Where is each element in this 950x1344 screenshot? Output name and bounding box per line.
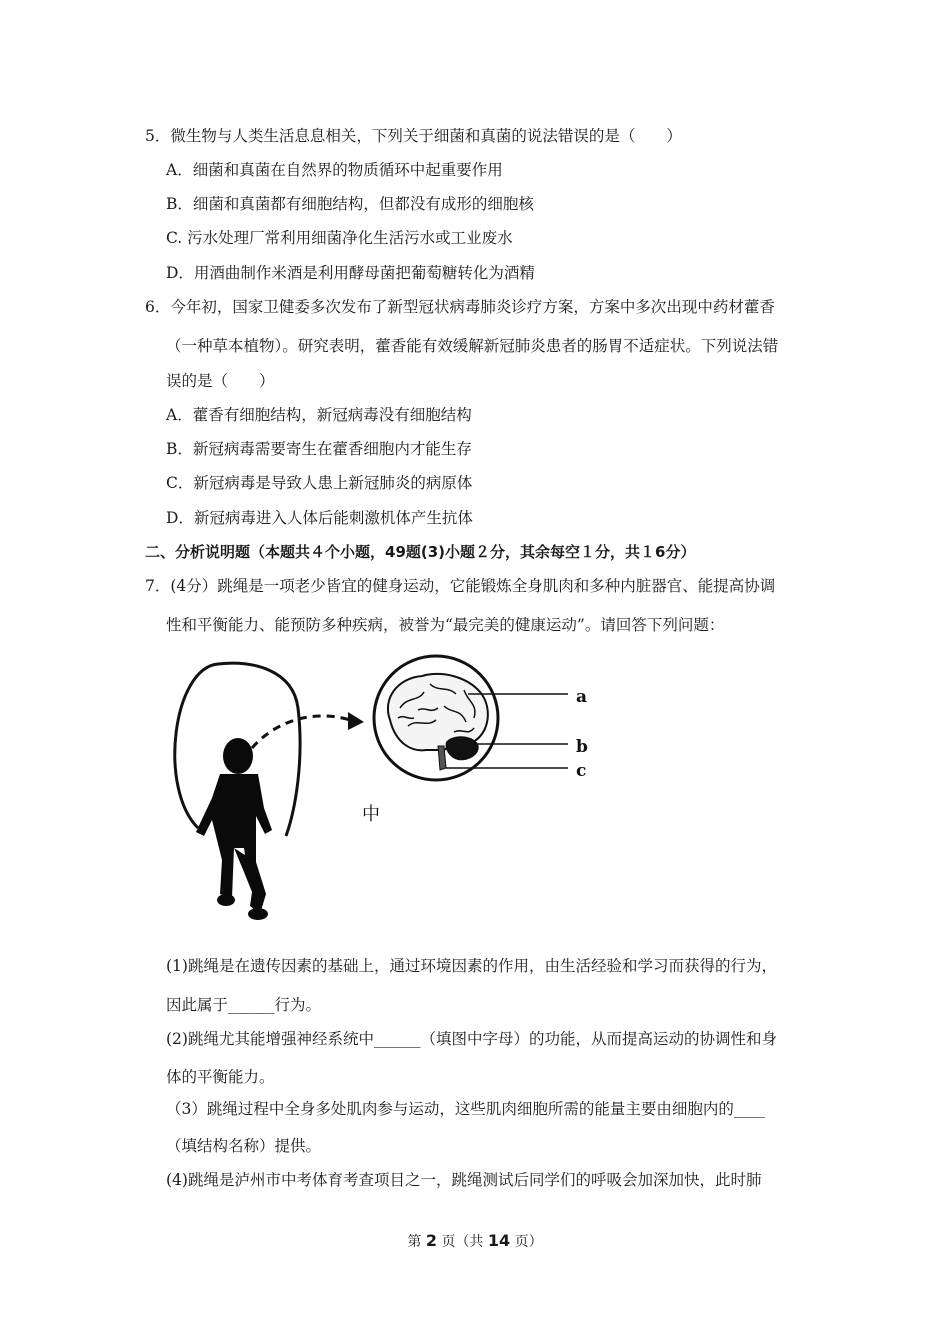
jump-rope-brain-figure [168, 648, 608, 940]
q7-sub2-line2: 体的平衡能力。 [166, 1068, 275, 1086]
label-b: b [576, 737, 588, 757]
q6-stem-line1: 6．今年初，国家卫健委多次发布了新型冠状病毒肺炎诊疗方案，方案中多次出现中药材藿香 [145, 298, 775, 316]
q5-option-d: D．用酒曲制作米酒是利用酵母菌把葡萄糖转化为酒精 [166, 264, 535, 282]
q6-option-a: A．藿香有细胞结构，新冠病毒没有细胞结构 [166, 406, 472, 424]
q6-option-d: D．新冠病毒进入人体后能刺激机体产生抗体 [166, 509, 473, 527]
page-footer [0, 1231, 950, 1251]
q7-sub1-line1: (1)跳绳是在遗传因素的基础上，通过环境因素的作用，由生活经验和学习而获得的行为， [166, 957, 777, 975]
footer-post: 页） [514, 1234, 543, 1250]
q6-stem-line3: 误的是（ ） [166, 372, 275, 390]
label-a: a [576, 687, 588, 707]
footer-mid: 页（共 [441, 1234, 484, 1250]
footer-total-pages: 14 [487, 1231, 511, 1250]
q6-option-c: C．新冠病毒是导致人患上新冠肺炎的病原体 [166, 474, 473, 492]
arrow-head [348, 712, 364, 730]
figure-caption: 中 [362, 804, 380, 825]
child-silhouette [196, 738, 272, 920]
q6-stem-line2: （一种草本植物）。研究表明，藿香能有效缓解新冠肺炎患者的肠胃不适症状。下列说法错 [166, 337, 779, 355]
q7-stem-line1: 7．(4分）跳绳是一项老少皆宜的健身运动，它能锻炼全身肌肉和多种内脏器官、能提高协调 [145, 577, 776, 595]
label-c: c [576, 761, 587, 781]
q5-option-c: C. 污水处理厂常利用细菌净化生活污水或工业废水 [166, 229, 513, 247]
section-heading: 二、分析说明题（本题共４个小题，49题(3)小题２分，其余每空１分，共１6分） [145, 543, 696, 561]
q7-sub3-line2: （填结构名称）提供。 [166, 1137, 322, 1155]
q6-option-b: B．新冠病毒需要寄生在藿香细胞内才能生存 [166, 440, 472, 458]
q5-stem: 5．微生物与人类生活息息相关，下列关于细菌和真菌的说法错误的是（ ） [145, 127, 682, 145]
q7-sub4-line1: (4)跳绳是泸州市中考体育考查项目之一，跳绳测试后同学们的呼吸会加深加快，此时肺 [166, 1171, 762, 1189]
footer-pre: 第 [407, 1234, 422, 1250]
q7-sub2-line1: (2)跳绳尤其能增强神经系统中______（填图中字母）的功能，从而提高运动的协调性和身 [166, 1030, 777, 1048]
q5-option-a: A．细菌和真菌在自然界的物质循环中起重要作用 [166, 161, 503, 179]
q7-sub3-line1: （3）跳绳过程中全身多处肌肉参与运动，这些肌肉细胞所需的能量主要由细胞内的____ [166, 1100, 765, 1118]
footer-page-number: 2 [425, 1231, 437, 1250]
brain-illustration [388, 674, 488, 770]
q5-option-b: B．细菌和真菌都有细胞结构，但都没有成形的细胞核 [166, 195, 534, 213]
q7-sub1-line2: 因此属于______行为。 [166, 996, 322, 1014]
q7-stem-line2: 性和平衡能力、能预防多种疾病，被誉为“最完美的健康运动”。请回答下列问题： [166, 616, 725, 634]
